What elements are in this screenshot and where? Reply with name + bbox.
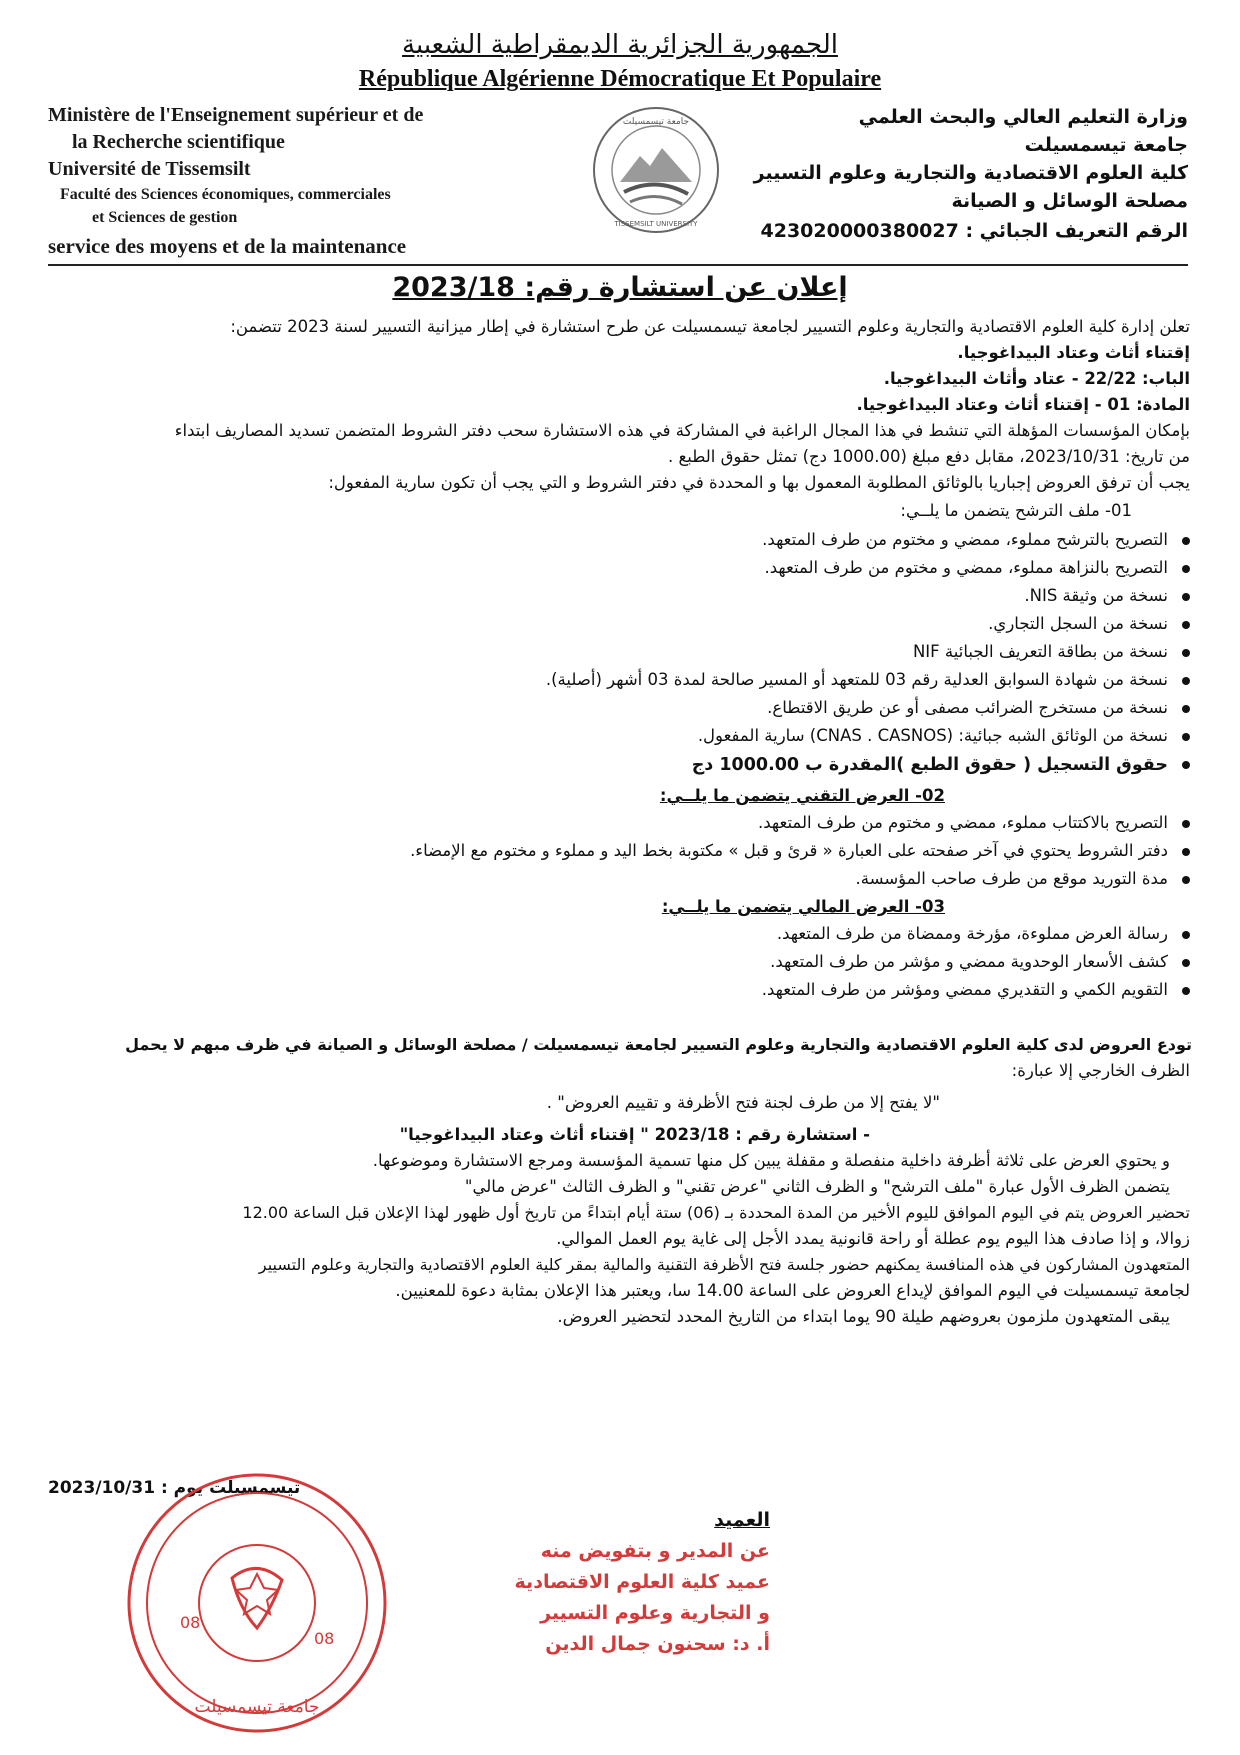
intro-p1: بإمكان المؤسسات المؤهلة التي تنشط في هذا المجال الراغبة في المشاركة في هذه الاستشارة سحب دفتر الشروط المتضمن تسديد المصاريف ابتداء [174, 421, 1190, 440]
closing-l1: تودع العروض لدى كلية العلوم الاقتصادية والتجارية وعلوم التسيير لجامعة تيسمسيلت / مصلحة الوسائل و الصيانة في ظرف مبهم لا يحمل [125, 1035, 1192, 1054]
announcement-title: إعلان عن استشارة رقم: 2023/18 [392, 272, 848, 303]
section1-item [45, 695, 1190, 720]
section1-item [45, 639, 1190, 664]
section1-item [45, 723, 1190, 748]
closing-l5: و يحتوي العرض على ثلاثة أظرفة داخلية منفصلة و مقفلة يبين كل منها تسمية المؤسسة ومرجع الاستشارة وموضوعها. [372, 1151, 1170, 1170]
section2-title: 02- العرض التقني يتضمن ما يلــي: [659, 786, 945, 805]
bullet-icon [1182, 537, 1190, 545]
ar-university: جامعة تيسمسيلت [1024, 134, 1188, 156]
section1-item-text: نسخة من شهادة السوابق العدلية رقم 03 للمتعهد أو المسير صالحة لمدة 03 أشهر (أصلية). [545, 670, 1168, 689]
official-stamp [122, 1468, 392, 1738]
bullet-icon [1182, 705, 1190, 713]
svg-text:جامعة تيسمسيلت: جامعة تيسمسيلت [622, 117, 690, 127]
closing-l8: زوالا، و إذا صادف هذا اليوم يوم عطلة أو راحة قانونية يمدد الأجل إلى غاية يوم العمل الموالي. [556, 1229, 1190, 1248]
header-divider [48, 264, 1188, 266]
section1-item [45, 611, 1190, 636]
signature-name: أ. د: سحنون جمال الدين [545, 1633, 770, 1655]
closing-l4: - استشارة رقم : 2023/18 " إقتناء أثاث وعتاد البيداغوجيا" [399, 1125, 870, 1144]
signature-dean-line2: و التجارية وعلوم التسيير [540, 1602, 770, 1624]
svg-text:TISSEMSILT UNIVERSITY: TISSEMSILT UNIVERSITY [614, 220, 698, 228]
section1-item-text: التصريح بالترشح مملوء، ممضي و مختوم من طرف المتعهد. [762, 530, 1168, 549]
section1-item [45, 753, 1190, 778]
section3-item-text: رسالة العرض مملوءة، مؤرخة وممضاة من طرف المتعهد. [776, 924, 1168, 943]
fr-service: service des moyens et de la maintenance [48, 234, 407, 258]
signature-by: عن المدير و بتفويض منه [540, 1540, 770, 1562]
intro-madda: المادة: 01 - إقتناء أثاث وعتاد البيداغوجيا. [856, 395, 1190, 414]
section1-item-text: حقوق التسجيل ( حقوق الطبع )المقدرة ب 1000.00 دج [691, 755, 1168, 775]
bullet-icon [1182, 677, 1190, 685]
bullet-icon [1182, 931, 1190, 939]
section1-item-text: نسخة من الوثائق الشبه جبائية: (CNAS . CASNOS) سارية المفعول. [697, 726, 1168, 745]
university-logo-icon [590, 104, 722, 236]
closing-l2: الظرف الخارجي إلا عبارة: [1011, 1061, 1190, 1080]
fr-ministry-line1: Ministère de l'Enseignement supérieur et de [48, 104, 424, 126]
bullet-icon [1182, 820, 1190, 828]
intro-line1: تعلن إدارة كلية العلوم الاقتصادية والتجارية وعلوم التسيير لجامعة تيسمسيلت عن طرح استشارة في إطار ميزانية التسيير لسنة 2023 تتضمن: [230, 317, 1190, 336]
signature-block [440, 1505, 770, 1660]
section1-item [45, 667, 1190, 692]
bullet-icon [1182, 565, 1190, 573]
closing-l7: تحضير العروض يتم في اليوم الموافق لليوم الأخير من المدة المحددة بـ (06) ستة أيام ابتداءً من تاريخ أول ظهور لهذا الإعلان قبل الساعة 12.00 [242, 1203, 1190, 1222]
intro-p2: من تاريخ: 2023/10/31، مقابل دفع مبلغ (1000.00 دج) تمثل حقوق الطبع . [667, 447, 1190, 466]
closing-l3: "لا يفتح إلا من طرف لجنة فتح الأظرفة و تقييم العروض" . [546, 1093, 940, 1112]
bullet-icon [1182, 848, 1190, 856]
section3-item [45, 949, 1190, 974]
section3-item-text: التقويم الكمي و التقديري ممضي ومؤشر من طرف المتعهد. [761, 980, 1168, 999]
closing-l9: المتعهدون المشاركون في هذه المنافسة يمكنهم حضور جلسة فتح الأظرفة التقنية والمالية بمقر كلية العلوم الاقتصادية والتجارية وعلوم التسيير [258, 1255, 1190, 1274]
bullet-icon [1182, 761, 1190, 769]
section1-item [45, 583, 1190, 608]
stamp-text: جامعة تيسمسيلت [194, 1697, 320, 1717]
section3-item [45, 977, 1190, 1002]
section1-item [45, 527, 1190, 552]
bullet-icon [1182, 959, 1190, 967]
bullet-icon [1182, 876, 1190, 884]
fr-ministry-line2: la Recherche scientifique [72, 131, 285, 153]
section1-item-text: نسخة من بطاقة التعريف الجبائية NIF [912, 642, 1168, 661]
bullet-icon [1182, 593, 1190, 601]
section1-item [45, 555, 1190, 580]
section1-title: 01- ملف الترشح يتضمن ما يلــي: [900, 501, 1132, 520]
ar-faculty: كلية العلوم الاقتصادية والتجارية وعلوم التسيير [753, 162, 1188, 184]
republic-title-fr: République Algérienne Démocratique Et Populaire [358, 66, 882, 92]
closing-l11: يبقى المتعهدون ملزمون بعروضهم طيلة 90 يوما ابتداء من التاريخ المحدد لتحضير العروض. [557, 1307, 1170, 1326]
svg-text:08: 08 [314, 1629, 335, 1648]
section1-item-text: نسخة من السجل التجاري. [988, 614, 1168, 633]
bullet-icon [1182, 621, 1190, 629]
section2-item-text: التصريح بالاكتتاب مملوء، ممضي و مختوم من طرف المتعهد. [757, 813, 1168, 832]
section3-item-text: كشف الأسعار الوحدوية ممضي و مؤشر من طرف المتعهد. [770, 952, 1168, 971]
section3-item [45, 921, 1190, 946]
closing-l10: لجامعة تيسمسيلت في اليوم الموافق لإيداع العروض على الساعة 14.00 سا، ويعتبر هذا الإعلان بمثابة دعوة للمعنيين. [395, 1281, 1190, 1300]
ar-ministry: وزارة التعليم العالي والبحث العلمي [858, 106, 1188, 128]
svg-text:08: 08 [180, 1613, 201, 1632]
section1-item-text: نسخة من وثيقة NIS. [1024, 586, 1168, 605]
intro-line2: إقتناء أثاث وعتاد البيداغوجيا. [957, 343, 1190, 362]
intro-p3: يجب أن ترفق العروض إجباريا بالوثائق المطلوبة المعمول بها و المحددة في دفتر الشروط و التي يجب أن تكون سارية المفعول: [328, 473, 1190, 492]
republic-title-ar: الجمهورية الجزائرية الديمقراطية الشعبية [402, 30, 838, 60]
fr-university: Université de Tissemsilt [48, 158, 251, 180]
fr-faculty-line1: Faculté des Sciences économiques, commerciales [60, 186, 391, 203]
bullet-icon [1182, 733, 1190, 741]
ar-tax-number: 423020000380027 [760, 220, 959, 242]
section2-item [45, 866, 1190, 891]
intro-bab: الباب: 22/22 - عتاد وأثاث البيداغوجيا. [883, 369, 1190, 388]
bullet-icon [1182, 987, 1190, 995]
signature-dean: عميد كلية العلوم الاقتصادية [514, 1571, 770, 1593]
section1-item-text: نسخة من مستخرج الضرائب مصفى أو عن طريق الاقتطاع. [767, 698, 1168, 717]
ar-tax-label: الرقم التعريف الجبائي : [965, 220, 1188, 242]
signature-date: تيسمسيلت يوم : 2023/10/31 [48, 1478, 301, 1498]
section2-item [45, 838, 1190, 863]
fr-faculty-line2: et Sciences de gestion [92, 209, 238, 226]
ar-tax-id [718, 220, 1188, 242]
closing-l6: يتضمن الظرف الأول عبارة "ملف الترشح" و الظرف الثاني "عرض تقني" و الظرف الثالث "عرض مالي" [464, 1177, 1170, 1196]
ar-service: مصلحة الوسائل و الصيانة [951, 190, 1188, 212]
bullet-icon [1182, 649, 1190, 657]
section2-item [45, 810, 1190, 835]
section2-item-text: مدة التوريد موقع من طرف صاحب المؤسسة. [855, 869, 1168, 888]
section3-title: 03- العرض المالي يتضمن ما يلــي: [661, 897, 945, 916]
section1-item-text: التصريح بالنزاهة مملوء، ممضي و مختوم من طرف المتعهد. [764, 558, 1168, 577]
section2-item-text: دفتر الشروط يحتوي في آخر صفحته على العبارة « قرئ و قبل » مكتوبة بخط اليد و مملوء و مختوم مع الإمضاء. [410, 841, 1168, 860]
signature-role: العميد [714, 1509, 770, 1531]
